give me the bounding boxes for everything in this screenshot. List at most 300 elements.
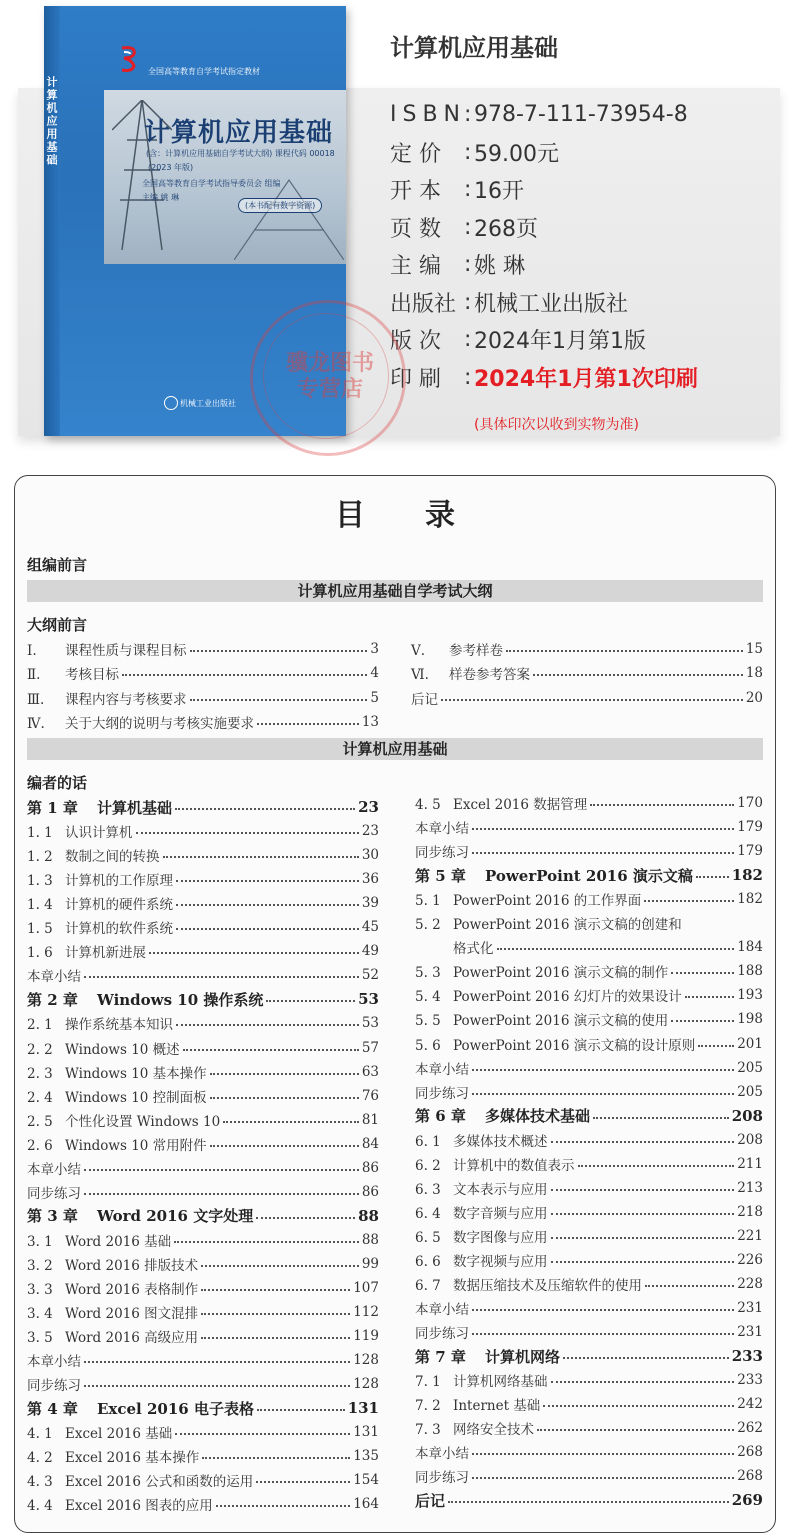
spec-value: 机械工业出版社 [474, 291, 629, 317]
toc-entry-label [411, 639, 503, 659]
toc-entry[interactable] [415, 792, 763, 814]
print-note: (具体印次以收到实物为准) [474, 417, 639, 433]
toc-entry[interactable] [27, 1445, 379, 1467]
toc-entry-label [415, 1466, 469, 1486]
toc-page-number: 15 [745, 641, 763, 657]
toc-leader-dots [84, 1193, 359, 1195]
toc-entry-number: 第 6 章 [415, 1107, 466, 1126]
toc-chapter-entry[interactable] [415, 864, 763, 886]
toc-leader-dots [537, 1429, 734, 1431]
toc-entry-title: 同步练习 [415, 1085, 469, 1102]
toc-entry-number: Ⅲ. [27, 691, 45, 708]
toc-entry-title: 本章小结 [415, 821, 469, 838]
toc-entry-label [27, 1158, 81, 1178]
toc-chapter-entry[interactable] [415, 1105, 763, 1127]
toc-entry-title: PowerPoint 2016 演示文稿 [485, 866, 693, 885]
toc-page-number: 131 [347, 1399, 379, 1418]
toc-entry[interactable] [415, 960, 763, 982]
toc-leader-dots [174, 1241, 359, 1243]
toc-entry-number: 1. 3 [27, 873, 53, 890]
toc-leader-dots [257, 723, 359, 725]
toc-entry-number: 6. 2 [415, 1157, 441, 1174]
toc-entry[interactable] [415, 984, 763, 1006]
toc-entry-title: 文本表示与应用 [453, 1181, 548, 1198]
spec-label: ISBN [390, 102, 467, 128]
toc-leader-dots [593, 1117, 729, 1119]
toc-entry-label [27, 1134, 207, 1154]
toc-entry[interactable] [415, 1225, 763, 1247]
spec-row [390, 209, 698, 247]
toc-entry-label [415, 1082, 469, 1102]
toc-page-number: 205 [737, 1083, 763, 1100]
toc-entry[interactable] [27, 892, 379, 914]
toc-entry-title: 计算机网络 [485, 1347, 561, 1366]
toc-entry[interactable] [415, 1297, 763, 1319]
toc-entry-title: Excel 2016 基础 [65, 1426, 173, 1443]
toc-entry[interactable] [415, 1321, 763, 1343]
spec-colon: : [464, 177, 472, 203]
toc-entry-title: Word 2016 基础 [65, 1233, 172, 1250]
toc-entry-label [27, 1013, 173, 1033]
toc-entry-label [27, 663, 119, 683]
toc-entry-title: Windows 10 控制面板 [65, 1089, 207, 1106]
toc-entry-number: 1. 5 [27, 921, 53, 938]
toc-page-number: 128 [353, 1352, 379, 1369]
toc-page-number: 76 [361, 1087, 379, 1104]
toc-entry-title: Word 2016 文字处理 [97, 1207, 254, 1226]
toc-entry[interactable] [411, 687, 763, 709]
toc-entry-number: 3. 4 [27, 1306, 53, 1323]
toc-entry-title: 计算机的软件系统 [65, 921, 173, 938]
toc-entry[interactable] [415, 1201, 763, 1223]
spec-row [390, 284, 698, 322]
toc-entry-title: PowerPoint 2016 幻灯片的效果设计 [453, 989, 682, 1006]
toc-entry[interactable] [27, 711, 379, 733]
toc-entry-number: 6. 6 [415, 1253, 441, 1270]
toc-entry-number: 3. 3 [27, 1282, 53, 1298]
table-of-contents [14, 475, 776, 1533]
toc-leader-dots [176, 880, 359, 882]
toc-entry[interactable] [415, 1393, 763, 1415]
toc-entry-title: 关于大纲的说明与考核实施要求 [65, 716, 254, 733]
toc-entry-title: PowerPoint 2016 演示文稿的设计原则 [453, 1037, 696, 1054]
toc-page-number: 39 [361, 895, 379, 912]
toc-entry-label [27, 821, 133, 841]
toc-leader-dots [256, 1481, 350, 1483]
toc-entry-title: Windows 10 概述 [65, 1041, 180, 1058]
toc-entry-number: 5. 2 [415, 917, 441, 934]
toc-leader-dots [201, 1313, 350, 1315]
toc-entry[interactable] [27, 1109, 379, 1131]
cover-editor-line: 全国高等教育自学考试指导委员会 组编 [142, 179, 281, 188]
toc-entry-number: 2. 2 [27, 1041, 53, 1058]
toc-leader-dots [551, 1381, 735, 1383]
toc-entry-number: 1. 4 [27, 897, 53, 914]
toc-entry-title: Word 2016 图文混排 [65, 1306, 199, 1323]
toc-entry-number: 第 1 章 [27, 798, 78, 817]
toc-leader-dots [472, 1309, 734, 1311]
toc-page-number: 63 [361, 1063, 379, 1080]
toc-page-number: 218 [737, 1203, 763, 1220]
toc-page-number: 4 [370, 665, 379, 682]
toc-page-number: 193 [737, 987, 763, 1004]
toc-entry-title: 多媒体技术基础 [485, 1107, 591, 1126]
toc-entry[interactable] [27, 1421, 379, 1443]
toc-entry-number: 第 2 章 [27, 990, 78, 1009]
toc-leader-dots [563, 1357, 729, 1359]
toc-leader-dots [216, 1505, 350, 1507]
spec-label: 开 本 [390, 179, 441, 205]
toc-entry-label [27, 712, 254, 732]
toc-page-number: 86 [361, 1183, 379, 1200]
toc-entry-title: 样卷参考答案 [449, 667, 530, 684]
toc-entry-label [415, 1490, 445, 1511]
toc-page-number: 57 [361, 1039, 379, 1056]
toc-entry-number: 6. 3 [415, 1181, 441, 1198]
toc-entry-label [415, 1202, 548, 1222]
toc-entry[interactable] [415, 1441, 763, 1463]
toc-entry[interactable] [27, 1253, 379, 1275]
toc-entry-title: Excel 2016 图表的应用 [65, 1498, 213, 1515]
spec-row [390, 359, 698, 397]
toc-leader-dots [578, 1165, 735, 1167]
toc-entry-title: Windows 10 操作系统 [97, 990, 264, 1009]
spec-value: 59.00元 [474, 141, 559, 167]
spec-colon: : [464, 327, 472, 353]
toc-entry-label [415, 1154, 575, 1174]
toc-entry[interactable] [27, 916, 379, 938]
toc-entry-title: Word 2016 排版技术 [65, 1257, 199, 1274]
toc-leader-dots [176, 928, 359, 930]
toc-entry[interactable] [415, 1057, 763, 1079]
toc-leader-dots [149, 952, 359, 954]
toc-entry[interactable] [415, 1008, 763, 1030]
toc-entry-label [415, 1418, 534, 1438]
toc-leader-dots [136, 832, 359, 834]
toc-entry[interactable] [415, 840, 763, 862]
toc-entry[interactable] [27, 1157, 379, 1179]
toc-entry-label [415, 1346, 560, 1367]
toc-entry-label [415, 865, 693, 886]
spec-row [390, 171, 698, 209]
toc-entry[interactable] [415, 888, 763, 910]
toc-page-number: 112 [353, 1304, 379, 1321]
toc-entry-number: 第 3 章 [27, 1207, 78, 1226]
toc-entry[interactable] [27, 662, 379, 684]
toc-entry-label [27, 1398, 254, 1419]
toc-leader-dots [671, 1020, 734, 1022]
toc-entry[interactable] [27, 1469, 379, 1491]
spec-colon: : [464, 214, 472, 240]
spec-value: 268页 [474, 216, 538, 242]
cover-press: 机械工业出版社 [180, 399, 236, 408]
spec-row [390, 96, 698, 134]
toc-entry-label [27, 1182, 81, 1202]
toc-entry-label [415, 1105, 590, 1126]
toc-leader-dots [472, 1453, 734, 1455]
toc-entry[interactable] [415, 1249, 763, 1271]
toc-leader-dots [644, 900, 734, 902]
toc-page-number: 170 [737, 795, 763, 811]
toc-entry-label [27, 1494, 213, 1514]
toc-page-number: 36 [361, 871, 379, 888]
toc-page-number: 182 [737, 891, 763, 908]
toc-entry[interactable] [27, 1037, 379, 1059]
toc-entry-label [415, 985, 682, 1005]
toc-page-number: 231 [737, 1324, 763, 1341]
toc-entry-label [415, 841, 469, 861]
toc-entry-number: Ⅴ. [411, 643, 426, 659]
toc-page-number: 52 [361, 967, 379, 984]
spec-colon: : [464, 139, 472, 165]
toc-entry-number: 2. 5 [27, 1113, 53, 1130]
toc-chapter-entry[interactable] [27, 988, 379, 1010]
toc-entry[interactable] [27, 1085, 379, 1107]
toc-entry-title: 网络安全技术 [453, 1422, 534, 1439]
spec-label: 版 次 [390, 329, 441, 355]
toc-entry[interactable] [411, 662, 763, 684]
press-logo-icon [164, 396, 178, 410]
toc-entry-title: 格式化 [453, 941, 494, 958]
toc-entry[interactable] [415, 1129, 763, 1151]
publisher-logo-icon [118, 44, 140, 74]
toc-leader-dots [497, 948, 735, 950]
toc-page-number: 231 [737, 1300, 763, 1317]
toc-leader-dots [84, 1361, 350, 1363]
toc-page-number: 179 [737, 819, 763, 836]
toc-leader-dots [84, 1169, 359, 1171]
toc-entry-title: PowerPoint 2016 的工作界面 [453, 893, 642, 910]
toc-entry[interactable] [415, 1177, 763, 1199]
toc-entry-label [415, 1322, 469, 1342]
toc-page-number: 213 [737, 1179, 763, 1196]
toc-page-number: 53 [361, 1015, 379, 1032]
toc-entry-label [27, 1278, 198, 1298]
toc-leader-dots [84, 976, 359, 978]
toc-entry-label [411, 663, 530, 683]
toc-page-number: 182 [731, 866, 763, 885]
toc-page-number: 23 [361, 823, 379, 840]
toc-page-number: 201 [737, 1035, 763, 1052]
toc-entry[interactable] [27, 1493, 379, 1515]
toc-page-number: 198 [737, 1011, 763, 1028]
toc-leader-dots [223, 1121, 359, 1123]
toc-entry[interactable] [27, 844, 379, 866]
toc-entry[interactable] [415, 1033, 763, 1055]
toc-chapter-entry[interactable] [27, 796, 379, 818]
toc-page-number: 23 [358, 798, 379, 816]
cover-series-tag: 全国高等教育自学考试指定教材 [148, 67, 260, 76]
toc-entry-number: 5. 5 [415, 1013, 441, 1030]
toc-entry-label [27, 1110, 220, 1130]
stamp-line-1: 骥龙图书 [285, 351, 374, 376]
toc-entry-label [27, 1062, 207, 1082]
toc-leader-dots [671, 972, 734, 974]
toc-entry-title: 本章小结 [27, 1161, 81, 1178]
toc-page-number: 208 [737, 1131, 763, 1148]
toc-page-number: 184 [737, 939, 763, 956]
toc-entry[interactable] [27, 1325, 379, 1347]
toc-leader-dots [257, 1409, 345, 1411]
toc-leader-dots [551, 1237, 735, 1239]
toc-entry-label [27, 1470, 253, 1490]
toc-chapter-entry[interactable] [27, 1205, 379, 1227]
toc-leader-dots [190, 650, 368, 652]
toc-entry-number: 第 7 章 [415, 1347, 466, 1366]
toc-page-number: 208 [731, 1106, 763, 1125]
toc-entry-title: 认识计算机 [65, 825, 133, 842]
toc-preface[interactable]: 组编前言 [27, 556, 88, 574]
toc-page-number: 3 [370, 641, 379, 657]
toc-entry-number: 6. 7 [415, 1278, 441, 1294]
toc-entry-label [27, 1374, 81, 1394]
toc-leader-dots [551, 1261, 735, 1263]
toc-page-number: 221 [737, 1227, 763, 1244]
toc-entry-title: 同步练习 [27, 1185, 81, 1202]
toc-entry-label [27, 965, 81, 985]
cover-spine-title: 计算机应用基础 [45, 76, 58, 167]
toc-entry-label [415, 1274, 642, 1294]
cover-subtitle: (含：计算机应用基础自学考试大纲) 课程代码 00018 [146, 149, 335, 158]
toc-entry-title: 计算机的硬件系统 [65, 897, 173, 914]
toc-entry-title: Excel 2016 基本操作 [65, 1450, 200, 1467]
toc-entry-number: 5. 6 [415, 1037, 441, 1054]
toc-entry-title: 后记 [411, 691, 438, 708]
toc-entry-label [27, 1038, 180, 1058]
toc-entry-label [27, 1254, 198, 1274]
cover-edition: (2023 年版) [148, 163, 194, 172]
toc-entry[interactable] [27, 964, 379, 986]
toc-entry-title: 计算机中的数值表示 [453, 1157, 575, 1174]
toc-entry-label [27, 917, 173, 937]
toc-entry-label [415, 1178, 548, 1198]
toc-entry-title: 课程内容与考核要求 [65, 691, 187, 708]
toc-entry[interactable] [27, 638, 379, 660]
toc-entry-title: 操作系统基本知识 [65, 1017, 173, 1034]
toc-page-number: 233 [737, 1372, 763, 1389]
toc-author-words[interactable]: 编者的话 [27, 774, 88, 792]
toc-page-number: 226 [737, 1251, 763, 1268]
toc-entry[interactable] [27, 1133, 379, 1155]
toc-page-number: 268 [737, 1444, 763, 1461]
toc-entry[interactable] [27, 820, 379, 842]
toc-title: 目录 [335, 498, 515, 533]
toc-entry[interactable] [27, 687, 379, 709]
toc-leader-dots [472, 1093, 734, 1095]
toc-leader-dots [448, 1501, 729, 1503]
toc-leader-dots [266, 1000, 355, 1002]
toc-entry-title: PowerPoint 2016 演示文稿的使用 [453, 1013, 669, 1030]
toc-entry-number: Ⅱ. [27, 667, 41, 684]
toc-entry[interactable] [27, 940, 379, 962]
toc-chapter-entry[interactable] [415, 1345, 763, 1367]
toc-entry-number: 4. 3 [27, 1474, 53, 1491]
toc-entry[interactable] [27, 1061, 379, 1083]
toc-entry[interactable] [415, 936, 763, 958]
spec-row [390, 246, 698, 284]
toc-entry[interactable] [27, 1277, 379, 1299]
toc-entry[interactable] [415, 912, 763, 934]
spec-value: 姚 琳 [474, 254, 525, 280]
store-stamp [250, 300, 406, 456]
toc-page-number: 269 [731, 1491, 763, 1510]
spec-list [390, 96, 698, 396]
toc-entry-label [411, 688, 438, 708]
toc-entry[interactable] [415, 816, 763, 838]
toc-entry-title: Word 2016 表格制作 [65, 1282, 199, 1298]
toc-entry[interactable] [27, 1373, 379, 1395]
toc-entry[interactable] [27, 1181, 379, 1203]
toc-entry[interactable] [27, 1012, 379, 1034]
toc-page-number: 228 [737, 1276, 763, 1292]
cover-spine [44, 6, 60, 436]
toc-leader-dots [176, 1024, 359, 1026]
toc-entry-number: 3. 5 [27, 1330, 53, 1347]
toc-entry-label [415, 1034, 695, 1054]
toc-entry-title: 本章小结 [27, 1354, 81, 1371]
toc-chapter-entry[interactable] [415, 1489, 763, 1511]
toc-leader-dots [441, 699, 743, 701]
toc-entry-title: 后记 [415, 1491, 446, 1510]
spec-value: 978-7-111-73954-8 [474, 102, 688, 128]
spec-colon: : [464, 102, 472, 128]
toc-leader-dots [175, 808, 355, 810]
toc-outline-heading[interactable]: 大纲前言 [27, 616, 88, 634]
toc-entry[interactable] [415, 1081, 763, 1103]
toc-entry-label [27, 639, 187, 659]
toc-entry-number: 4. 1 [27, 1426, 53, 1443]
toc-leader-dots [696, 876, 729, 878]
toc-leader-dots [202, 1457, 350, 1459]
toc-leader-dots [201, 1265, 359, 1267]
toc-entry-label [415, 1370, 548, 1390]
toc-entry[interactable] [415, 1465, 763, 1487]
toc-chapter-entry[interactable] [27, 1397, 379, 1419]
cover-title: 计算机应用基础 [144, 118, 334, 148]
toc-entry-label [415, 817, 469, 837]
toc-entry-label [27, 1230, 171, 1250]
toc-entry[interactable] [27, 1301, 379, 1323]
toc-leader-dots [175, 1433, 350, 1435]
toc-entry-title: Excel 2016 数据管理 [453, 797, 588, 813]
toc-entry[interactable] [415, 1153, 763, 1175]
toc-entry[interactable] [27, 868, 379, 890]
toc-leader-dots [533, 674, 743, 676]
spec-label: 印 刷 [390, 366, 441, 392]
toc-entry-number: 2. 3 [27, 1065, 53, 1082]
toc-entry[interactable] [415, 1273, 763, 1295]
toc-page-number: 211 [737, 1155, 763, 1172]
toc-page-number: 262 [737, 1420, 763, 1437]
toc-entry-label [415, 1394, 540, 1414]
spec-colon: : [464, 252, 472, 278]
toc-entry-number: 1. 2 [27, 849, 53, 866]
spec-label: 定 价 [390, 141, 441, 167]
toc-page-number: 107 [353, 1280, 379, 1296]
toc-entry-label [415, 1226, 548, 1246]
toc-leader-dots [472, 1477, 734, 1479]
spec-label: 页 数 [390, 216, 441, 242]
toc-entry[interactable] [27, 1349, 379, 1371]
toc-entry[interactable] [415, 1417, 763, 1439]
toc-entry-label [27, 941, 146, 961]
toc-leader-dots [506, 650, 743, 652]
toc-entry-title: PowerPoint 2016 演示文稿的创建和 [453, 917, 682, 934]
toc-entry[interactable] [411, 638, 763, 660]
toc-entry[interactable] [415, 1369, 763, 1391]
toc-entry-title: 课程性质与课程目标 [65, 643, 187, 659]
toc-entry[interactable] [27, 1229, 379, 1251]
